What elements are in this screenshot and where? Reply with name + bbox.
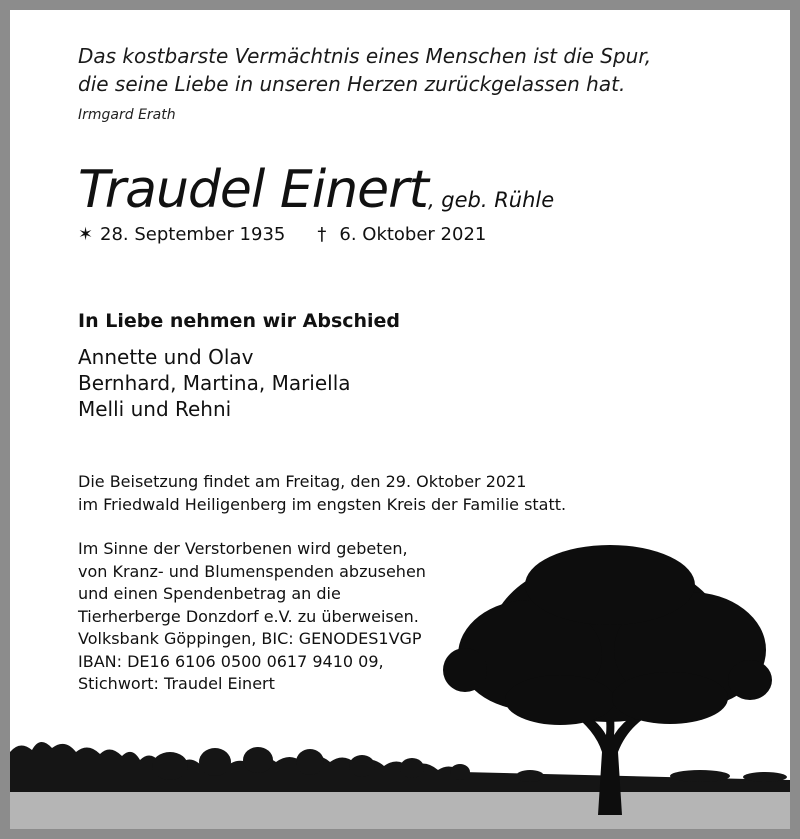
quote-author: Irmgard Erath — [78, 107, 176, 123]
donation-line: und einen Spendenbetrag an die — [78, 584, 341, 603]
deceased-name: Traudel Einert — [78, 160, 428, 220]
birth-date: 28. September 1935 — [100, 224, 286, 245]
donation-line: Tierherberge Donzdorf e.V. zu überweisen. — [78, 606, 419, 626]
quote-line-2: die seine Liebe in unseren Herzen zurückgelassen hat. — [78, 72, 626, 96]
mourner-line: Bernhard, Martina, Mariella — [78, 371, 351, 395]
burial-line: Die Beisetzung findet am Freitag, den 29. Oktober 2021 — [78, 472, 527, 491]
birth-star-icon: ✶ — [78, 224, 94, 245]
quote-line-1: Das kostbarste Vermächtnis eines Menschen ist die Spur, — [78, 44, 652, 68]
birth-name: , geb. Rühle — [427, 188, 555, 212]
life-dates — [78, 224, 486, 245]
donation-line: IBAN: DE16 6106 0500 0617 9410 09, — [78, 651, 384, 671]
mourner-line: Melli und Rehni — [78, 397, 232, 421]
memorial-quote — [78, 42, 718, 98]
deceased-name-line — [78, 160, 554, 220]
burial-info — [78, 470, 566, 516]
mourner-line: Annette und Olav — [78, 345, 254, 369]
donation-line: Volksbank Göppingen, BIC: GENODES1VGP — [78, 629, 422, 648]
farewell-heading: In Liebe nehmen wir Abschied — [78, 310, 401, 332]
donation-line: Im Sinne der Verstorbenen wird gebeten, — [78, 539, 408, 558]
donation-line: Stichwort: Traudel Einert — [78, 674, 275, 693]
mourners-list — [78, 344, 351, 422]
burial-line: im Friedwald Heiligenberg im engsten Kreis der Familie statt. — [78, 495, 567, 514]
death-cross-icon: † — [317, 224, 327, 245]
donation-info — [78, 538, 426, 696]
death-date: 6. Oktober 2021 — [339, 224, 487, 245]
donation-line: von Kranz- und Blumenspenden abzusehen — [78, 561, 426, 581]
obituary-card — [10, 10, 790, 829]
